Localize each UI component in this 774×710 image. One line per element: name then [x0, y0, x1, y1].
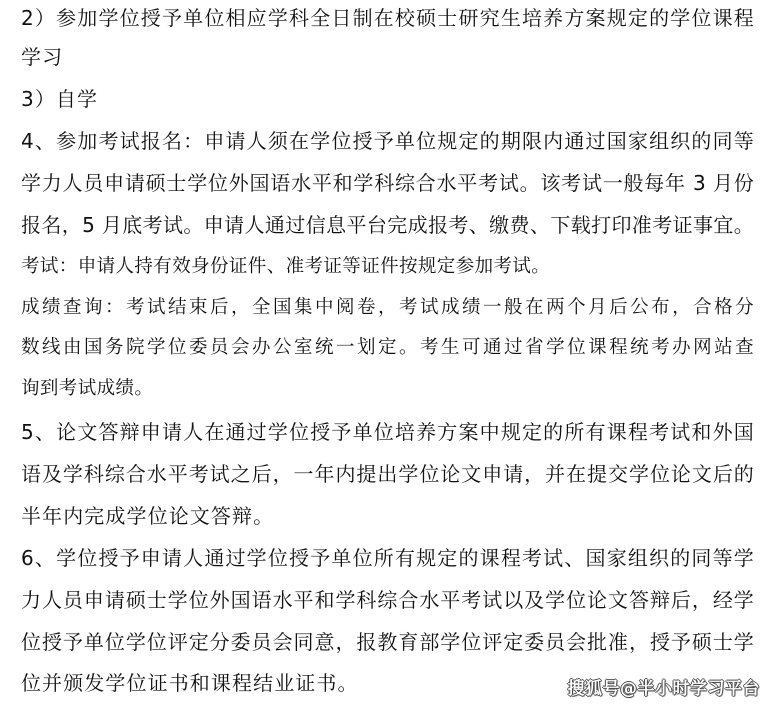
text-line-9: 数线由国务院学位委员会办公室统一划定。考生可通过省学位课程统考办网站查	[21, 337, 754, 358]
text-line-15: 力人员申请硕士学位外国语水平和学科综合水平考试以及学位论文答辩后，经学	[21, 588, 754, 612]
text-line-2: 学习	[21, 45, 64, 69]
text-line-6: 报名，5 月底考试。申请人通过信息平台完成报考、缴费、下载打印准考证事宜。	[21, 213, 754, 237]
text-line-1: 2）参加学位授予单位相应学科全日制在校硕士研究生培养方案规定的学位课程	[21, 6, 754, 30]
text-line-12: 语及学科综合水平考试之后，一年内提出学位论文申请，并在提交学位论文后的	[21, 462, 754, 486]
sohu-watermark: 搜狐号@半小时学习平台	[567, 679, 760, 699]
text-line-11: 5、论文答辩申请人在通过学位授予单位培养方案中规定的所有课程考试和外国	[21, 420, 754, 444]
text-line-16: 位授予单位学位评定分委员会同意，报教育部学位评定委员会批准，授予硕士学	[21, 630, 754, 654]
text-line-10: 询到考试成绩。	[21, 378, 154, 399]
text-line-4: 4、参加考试报名：申请人须在学位授予单位规定的期限内通过国家组织的同等	[21, 129, 754, 153]
text-line-17: 位并颁发学位证书和课程结业证书。	[21, 671, 359, 695]
text-line-7: 考试：申请人持有效身份证件、准考证等证件按规定参加考试。	[21, 256, 551, 277]
text-line-13: 半年内完成学位论文答辩。	[21, 504, 275, 528]
text-line-5: 学力人员申请硕士学位外国语水平和学科综合水平考试。该考试一般每年 3 月份	[21, 171, 754, 195]
text-line-3: 3）自学	[21, 87, 99, 111]
text-line-8: 成绩查询：考试结束后，全国集中阅卷，考试成绩一般在两个月后公布，合格分	[21, 297, 754, 318]
text-line-14: 6、学位授予申请人通过学位授予单位所有规定的课程考试、国家组织的同等学	[21, 546, 754, 570]
